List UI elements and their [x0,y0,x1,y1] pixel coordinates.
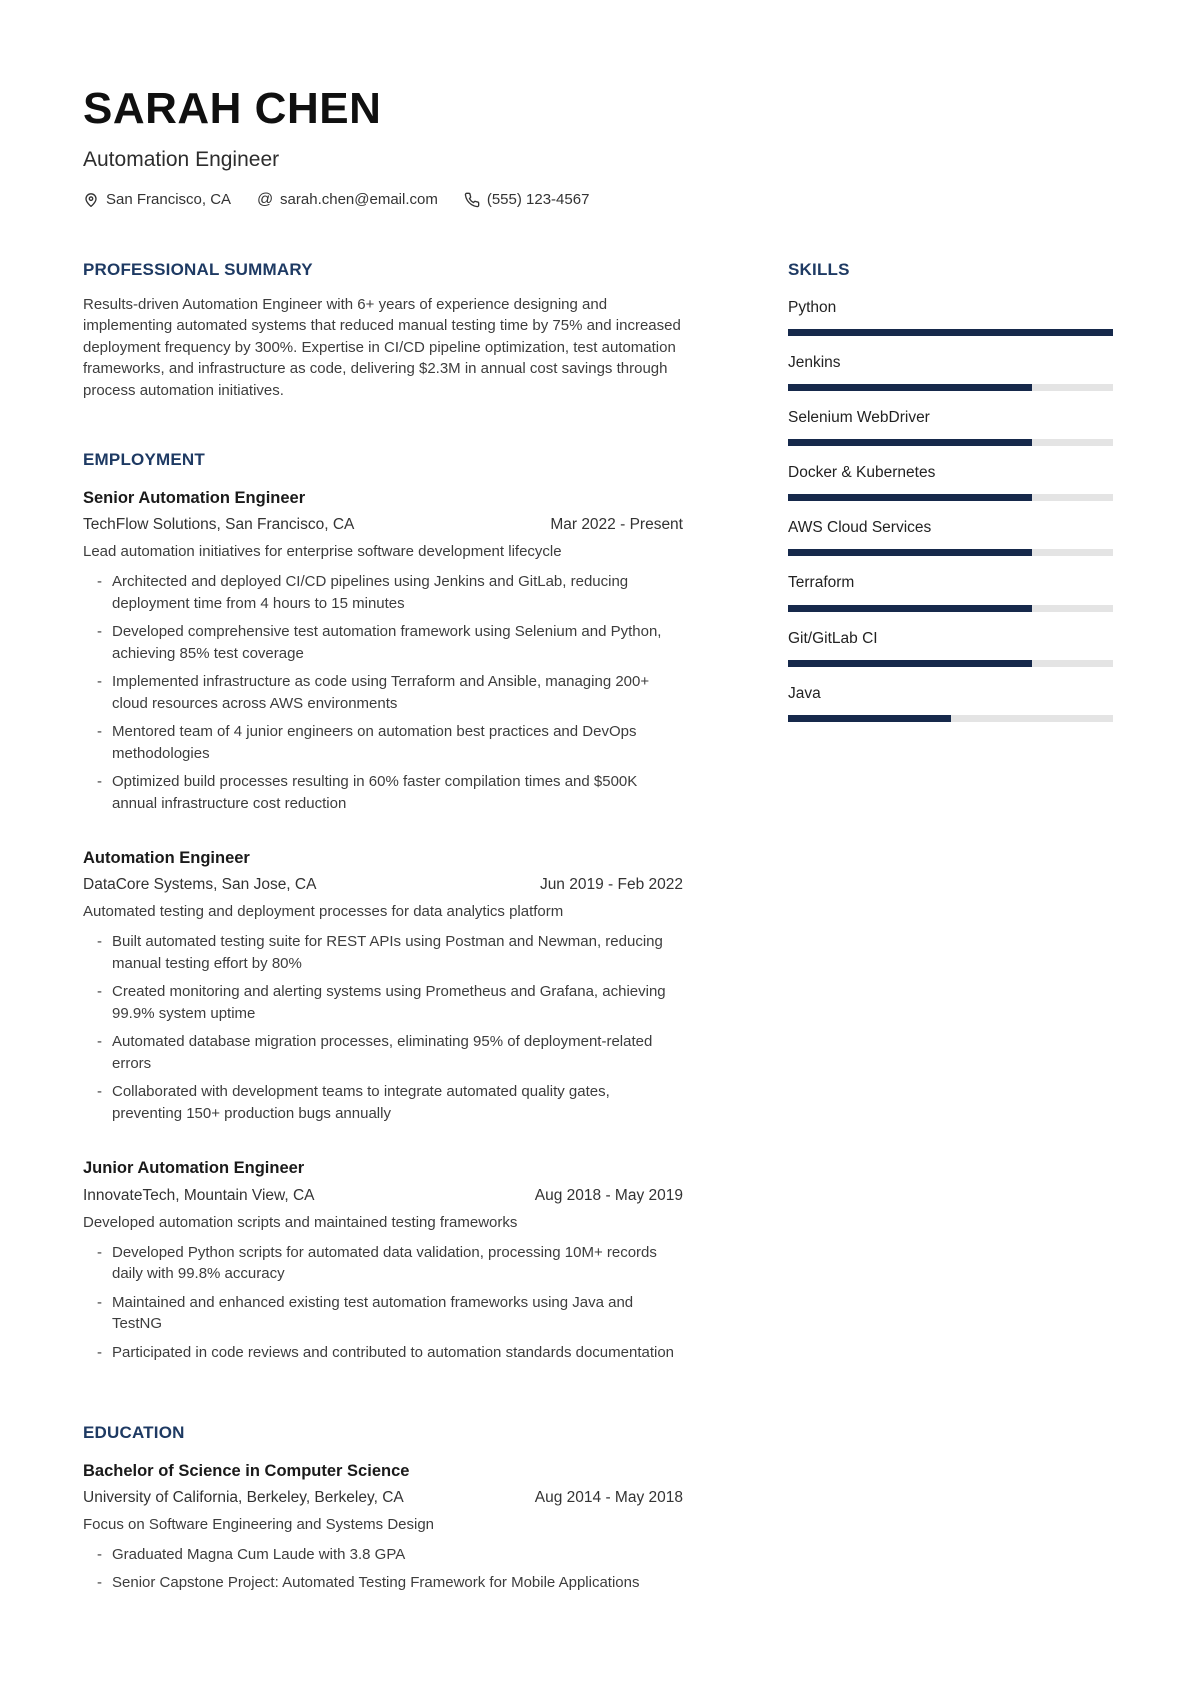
bullet-text: Developed Python scripts for automated data validation, processing 10M+ records daily with 99.8% accuracy [112,1243,657,1283]
contact-row [83,191,1113,208]
education-bullet-list [83,1544,683,1594]
bullet-dash: - [97,933,102,951]
skill-bar-fill [788,384,1032,391]
job-entry [83,488,683,814]
skill-bar-fill [788,329,1113,336]
job-bullet-list [83,571,683,814]
job-title-text: Junior Automation Engineer [83,1159,305,1178]
location-pin-icon [83,192,99,208]
skill-name: Jenkins [788,353,841,371]
bullet-dash: - [97,1574,102,1592]
job-title-text: Automation Engineer [83,849,250,868]
candidate-title: Automation Engineer [83,148,280,172]
summary-text: Results-driven Automation Engineer with 6+ years of experience designing and implementing automated systems that reduced manual testing time by 75% and increased deployment frequency by 300%. Expertise in CI/CD pipeline optimization, test automation frameworks, and infrastructure as code, delivering $2.3M in annual cost savings through process automation initiatives. [83,295,681,399]
skill-bar-track [788,439,1113,446]
job-dates: Jun 2019 - Feb 2022 [539,876,683,894]
skill-name: Terraform [788,574,855,592]
bullet-text: Graduated Magna Cum Laude with 3.8 GPA [112,1545,406,1563]
skill-bar-track [788,384,1113,391]
bullet-dash: - [97,1083,102,1101]
skill-item [788,629,1113,667]
job-summary: Lead automation initiatives for enterprise software development lifecycle [83,543,562,561]
bullet-text: Built automated testing suite for REST APIs using Postman and Newman, reducing manual testing effort by 80% [112,933,663,972]
skill-name: Docker & Kubernetes [788,464,936,482]
section-education [83,1423,683,1594]
job-title-text: Senior Automation Engineer [83,488,306,507]
skill-bar-fill [788,549,1032,556]
education-entry [83,1461,683,1594]
degree-title: Bachelor of Science in Computer Science [83,1461,410,1480]
skill-item [788,463,1113,501]
skill-item [788,573,1113,611]
bullet-item [83,931,683,974]
bullet-text: Developed comprehensive test automation framework using Selenium and Python, achieving 85% test coverage [112,623,662,662]
bullet-dash: - [97,773,102,791]
bullet-text: Architected and deployed CI/CD pipelines using Jenkins and GitLab, reducing deployment time from 4 hours to 15 minutes [112,573,629,612]
contact-phone-text: (555) 123-4567 [486,191,590,209]
at-sign-icon: @ [257,190,274,208]
contact-email [257,191,438,208]
skill-bar-fill [788,439,1032,446]
bullet-item [83,1572,683,1594]
skill-name: Selenium WebDriver [788,409,930,427]
bullet-dash: - [97,1545,102,1563]
job-company: DataCore Systems, San Jose, CA [83,876,317,894]
skill-bar-track [788,605,1113,612]
bullet-item [83,571,683,614]
job-company: InnovateTech, Mountain View, CA [83,1186,315,1204]
bullet-text: Participated in code reviews and contributed to automation standards documentation [112,1343,675,1361]
bullet-text: Maintained and enhanced existing test automation frameworks using Java and TestNG [112,1293,634,1333]
job-company-row [83,515,683,536]
bullet-text: Automated database migration processes, eliminating 95% of deployment-related errors [112,1033,653,1072]
bullet-dash: - [97,1343,102,1361]
skill-item [788,684,1113,722]
bullet-text: Mentored team of 4 junior engineers on automation best practices and DevOps methodologies [112,723,637,762]
skill-bar-fill [788,660,1032,667]
skill-bar-track [788,660,1113,667]
contact-location [83,191,231,208]
resume-body [83,260,1113,1594]
education-heading: EDUCATION [83,1423,185,1443]
section-employment [83,450,683,1363]
main-column [83,260,683,1594]
skill-item [788,518,1113,556]
section-professional-summary [83,260,683,401]
skill-bar-fill [788,605,1032,612]
phone-icon [464,192,480,208]
skill-name: AWS Cloud Services [788,519,932,537]
bullet-dash: - [97,723,102,741]
bullet-item [83,1081,683,1124]
bullet-item [83,981,683,1024]
bullet-dash: - [97,1033,102,1051]
bullet-item [83,1242,683,1285]
job-company-row [83,875,683,896]
skill-bar-track [788,329,1113,336]
skill-bar-fill [788,715,951,722]
skills-heading: SKILLS [788,260,850,280]
school-name: University of California, Berkeley, Berkeley, CA [83,1489,404,1507]
bullet-dash: - [97,983,102,1001]
job-dates: Mar 2022 - Present [550,516,683,534]
bullet-item [83,1342,683,1364]
bullet-item [83,721,683,764]
skill-item [788,408,1113,446]
skill-bar-track [788,715,1113,722]
bullet-item [83,1544,683,1566]
candidate-name: SARAH CHEN [83,84,382,133]
bullet-text: Optimized build processes resulting in 60% faster compilation times and $500K annual infrastructure cost reduction [112,773,638,812]
employment-heading: EMPLOYMENT [83,450,205,470]
education-dates: Aug 2014 - May 2018 [534,1489,683,1507]
skill-item [788,353,1113,391]
skill-bar-track [788,549,1113,556]
bullet-text: Collaborated with development teams to integrate automated quality gates, preventing 150+ production bugs annually [112,1083,610,1122]
skill-name: Python [788,298,837,316]
bullet-item [83,1031,683,1074]
job-bullet-list [83,931,683,1124]
summary-heading: PROFESSIONAL SUMMARY [83,260,313,280]
job-entry [83,1158,683,1363]
job-summary: Developed automation scripts and maintained testing frameworks [83,1213,518,1231]
bullet-dash: - [97,573,102,591]
job-company-row [83,1186,683,1207]
contact-email-text: sarah.chen@email.com [280,191,438,209]
bullet-dash: - [97,673,102,691]
education-summary: Focus on Software Engineering and Systems Design [83,1515,435,1533]
job-summary: Automated testing and deployment processes for data analytics platform [83,903,564,921]
bullet-item [83,621,683,664]
job-entry [83,848,683,1124]
resume-header [83,86,1113,208]
school-row [83,1488,683,1509]
bullet-dash: - [97,623,102,641]
job-bullet-list [83,1242,683,1364]
contact-location-text: San Francisco, CA [106,191,232,209]
contact-phone [464,191,590,208]
bullet-item [83,671,683,714]
bullet-item [83,1292,683,1335]
skill-item [788,298,1113,336]
skill-name: Java [788,684,821,702]
skill-bar-track [788,494,1113,501]
bullet-item [83,771,683,814]
bullet-dash: - [97,1243,102,1261]
bullet-dash: - [97,1293,102,1311]
job-company: TechFlow Solutions, San Francisco, CA [83,516,355,534]
bullet-text: Implemented infrastructure as code using Terraform and Ansible, managing 200+ cloud resources across AWS environments [112,673,650,712]
skill-bar-fill [788,494,1032,501]
sidebar-column [788,260,1113,1594]
bullet-text: Senior Capstone Project: Automated Testing Framework for Mobile Applications [112,1574,640,1592]
bullet-text: Created monitoring and alerting systems using Prometheus and Grafana, achieving 99.9% system uptime [112,983,666,1022]
skill-name: Git/GitLab CI [788,629,878,647]
job-dates: Aug 2018 - May 2019 [534,1186,683,1204]
